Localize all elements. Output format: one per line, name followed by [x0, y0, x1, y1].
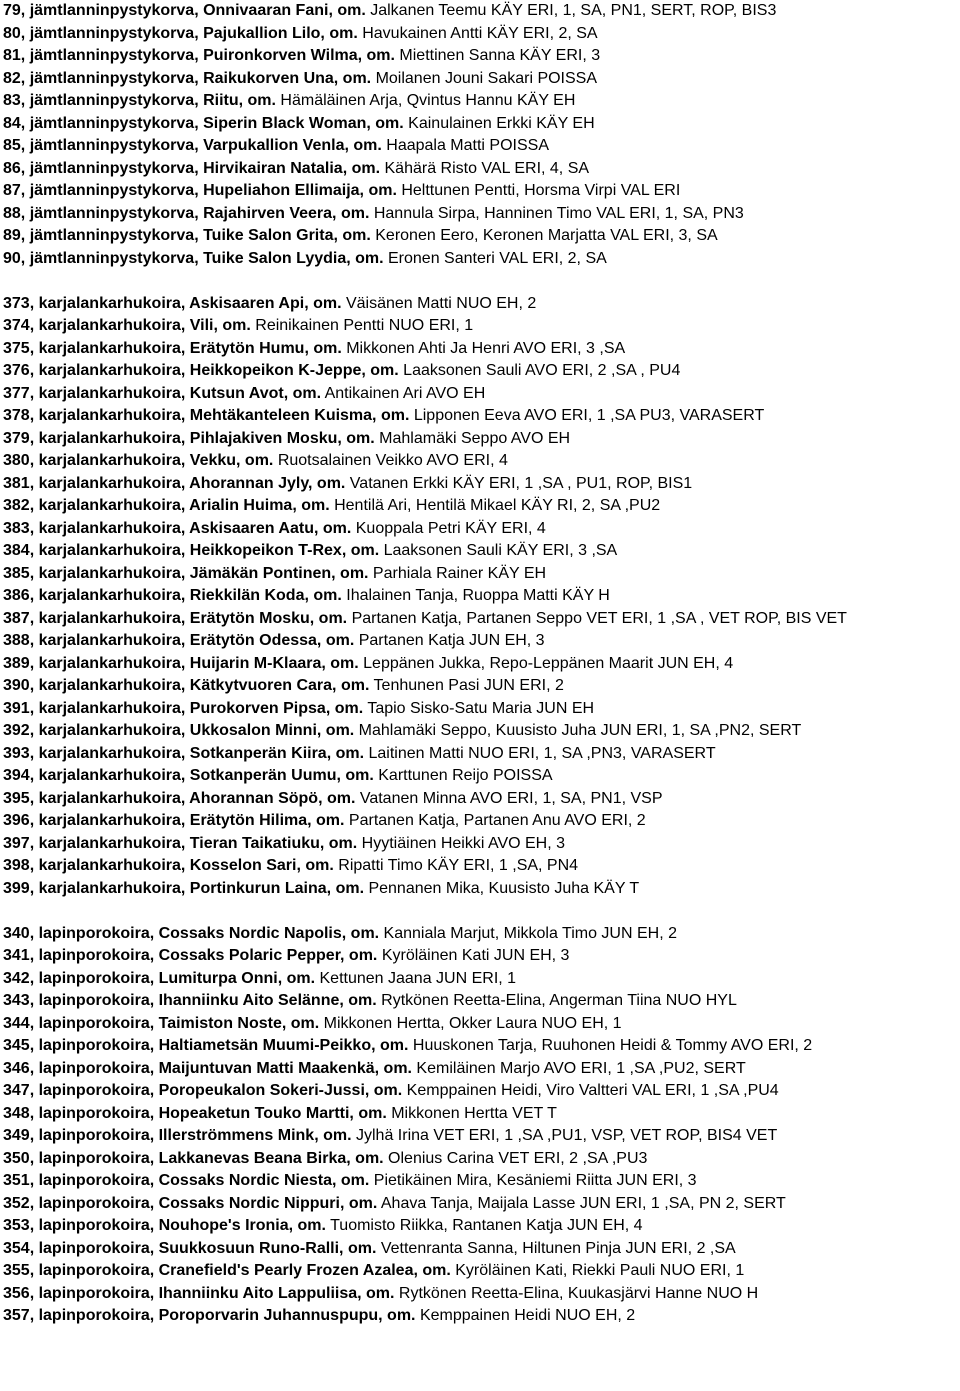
dog-entry-label: 87, jämtlanninpystykorva, Hupeliahon Ellimaija, om. [3, 182, 397, 199]
dog-entry-label: 347, lapinporokoira, Poropeukalon Sokeri-Jussi, om. [3, 1082, 403, 1099]
result-entry [3, 315, 960, 338]
owner-and-result: Leppänen Jukka, Repo-Leppänen Maarit JUN EH, 4 [358, 654, 734, 672]
owner-and-result: Helttunen Pentti, Horsma Virpi VAL ERI [396, 182, 681, 199]
dog-entry-label: 88, jämtlanninpystykorva, Rajahirven Veera, om. [3, 204, 370, 222]
dog-entry-label: 383, karjalankarhukoira, Askisaaren Aatu, om. [3, 519, 352, 537]
owner-and-result: Tenhunen Pasi JUN ERI, 2 [369, 677, 564, 694]
owner-and-result: Vatanen Minna AVO ERI, 1, SA, PN1, VSP [355, 789, 663, 807]
dog-entry-label: 380, karjalankarhukoira, Vekku, om. [3, 452, 274, 469]
owner-and-result: Eronen Santeri VAL ERI, 2, SA [383, 249, 607, 267]
result-entry [3, 743, 960, 766]
results-section [3, 923, 960, 1328]
dog-entry-label: 356, lapinporokoira, Ihanniinku Aito Lappuliisa, om. [3, 1284, 395, 1302]
dog-entry-label: 394, karjalankarhukoira, Sotkanperän Uumu, om. [3, 767, 374, 784]
result-entry [3, 135, 960, 158]
dog-entry-label: 378, karjalankarhukoira, Mehtäkanteleen Kuisma, om. [3, 407, 410, 424]
owner-and-result: Moilanen Jouni Sakari POISSA [371, 69, 598, 87]
dog-entry-label: 382, karjalankarhukoira, Arialin Huima, om. [3, 497, 330, 514]
result-entry [3, 855, 960, 878]
owner-and-result: Partanen Katja, Partanen Seppo VET ERI, 1 ,SA , VET ROP, BIS VET [347, 609, 847, 627]
dog-entry-label: 355, lapinporokoira, Cranefield's Pearly Frozen Azalea, om. [3, 1262, 451, 1279]
result-entry [3, 630, 960, 653]
dog-entry-label: 81, jämtlanninpystykorva, Puironkorven Wilma, om. [3, 47, 395, 64]
dog-entry-label: 90, jämtlanninpystykorva, Tuike Salon Lyydia, om. [3, 249, 384, 267]
owner-and-result: Kähärä Risto VAL ERI, 4, SA [380, 159, 590, 177]
result-entry [3, 1080, 960, 1103]
result-entry [3, 1103, 960, 1126]
dog-entry-label: 398, karjalankarhukoira, Kosselon Sari, om. [3, 857, 334, 874]
result-entry [3, 45, 960, 68]
result-entry [3, 923, 960, 946]
owner-and-result: Mikkonen Hertta VET T [386, 1104, 557, 1122]
dog-entry-label: 80, jämtlanninpystykorva, Pajukallion Lilo, om. [3, 24, 358, 42]
owner-and-result: Mikkonen Hertta, Okker Laura NUO EH, 1 [319, 1014, 622, 1032]
owner-and-result: Olenius Carina VET ERI, 2 ,SA ,PU3 [383, 1149, 648, 1167]
result-entry [3, 225, 960, 248]
owner-and-result: Pietikäinen Mira, Kesäniemi Riitta JUN ERI, 3 [369, 1172, 697, 1189]
result-entry [3, 428, 960, 451]
result-entry [3, 180, 960, 203]
result-entry [3, 518, 960, 541]
result-entry [3, 608, 960, 631]
result-entry [3, 540, 960, 563]
dog-entry-label: 387, karjalankarhukoira, Erätytön Mosku, om. [3, 609, 348, 627]
result-entry [3, 1193, 960, 1216]
owner-and-result: Ruotsalainen Veikko AVO ERI, 4 [273, 452, 508, 469]
dog-entry-label: 346, lapinporokoira, Maijuntuvan Matti Maakenkä, om. [3, 1059, 412, 1077]
owner-and-result: Ripatti Timo KÄY ERI, 1 ,SA, PN4 [333, 857, 579, 874]
dog-entry-label: 341, lapinporokoira, Cossaks Polaric Pepper, om. [3, 947, 378, 964]
owner-and-result: Laaksonen Sauli AVO ERI, 2 ,SA , PU4 [398, 362, 681, 379]
owner-and-result: Miettinen Sanna KÄY ERI, 3 [394, 47, 601, 64]
result-entry [3, 1058, 960, 1081]
dog-entry-label: 388, karjalankarhukoira, Erätytön Odessa, om. [3, 632, 355, 649]
result-entry [3, 698, 960, 721]
result-entry [3, 248, 960, 271]
result-entry [3, 990, 960, 1013]
result-entry [3, 1170, 960, 1193]
result-entry [3, 1035, 960, 1058]
owner-and-result: Pennanen Mika, Kuusisto Juha KÄY T [364, 879, 640, 897]
dog-entry-label: 343, lapinporokoira, Ihanniinku Aito Selänne, om. [3, 992, 377, 1009]
result-entry [3, 720, 960, 743]
dog-entry-label: 396, karjalankarhukoira, Erätytön Hilima, om. [3, 812, 345, 829]
dog-entry-label: 342, lapinporokoira, Lumiturpa Onni, om. [3, 969, 316, 987]
result-entry [3, 1238, 960, 1261]
result-entry [3, 653, 960, 676]
result-entry [3, 23, 960, 46]
dog-entry-label: 390, karjalankarhukoira, Kätkytvuoren Cara, om. [3, 677, 370, 694]
result-entry [3, 360, 960, 383]
result-entry [3, 203, 960, 226]
result-entry [3, 1125, 960, 1148]
result-entry [3, 90, 960, 113]
owner-and-result: Partanen Katja JUN EH, 3 [354, 632, 545, 649]
dog-entry-label: 79, jämtlanninpystykorva, Onnivaaran Fani, om. [3, 2, 366, 19]
result-entry [3, 675, 960, 698]
owner-and-result: Jalkanen Teemu KÄY ERI, 1, SA, PN1, SERT, ROP, BIS3 [365, 2, 777, 19]
dog-entry-label: 386, karjalankarhukoira, Riekkilän Koda, om. [3, 587, 342, 604]
owner-and-result: Rytkönen Reetta-Elina, Kuukasjärvi Hanne NUO H [394, 1284, 759, 1302]
result-entry [3, 1148, 960, 1171]
dog-entry-label: 389, karjalankarhukoira, Huijarin M-Klaara, om. [3, 654, 359, 672]
owner-and-result: Reinikainen Pentti NUO ERI, 1 [250, 317, 474, 334]
owner-and-result: Vettenranta Sanna, Hiltunen Pinja JUN ERI, 2 ,SA [376, 1239, 736, 1257]
dog-entry-label: 351, lapinporokoira, Cossaks Nordic Niesta, om. [3, 1172, 370, 1189]
dog-entry-label: 376, karjalankarhukoira, Heikkopeikon K-Jeppe, om. [3, 362, 399, 379]
result-entry [3, 0, 960, 23]
result-entry [3, 293, 960, 316]
result-entry [3, 585, 960, 608]
owner-and-result: Kemiläinen Marjo AVO ERI, 1 ,SA ,PU2, SERT [411, 1059, 746, 1077]
owner-and-result: Hämäläinen Arja, Qvintus Hannu KÄY EH [275, 92, 576, 109]
owner-and-result: Mikkonen Ahti Ja Henri AVO ERI, 3 ,SA [341, 339, 626, 357]
result-entry [3, 158, 960, 181]
dog-entry-label: 83, jämtlanninpystykorva, Riitu, om. [3, 92, 276, 109]
dog-entry-label: 345, lapinporokoira, Haltiametsän Muumi-Peikko, om. [3, 1037, 409, 1054]
result-entry [3, 833, 960, 856]
owner-and-result: Kettunen Jaana JUN ERI, 1 [315, 969, 517, 987]
result-entry [3, 405, 960, 428]
result-entry [3, 1305, 960, 1328]
result-entry [3, 788, 960, 811]
dog-entry-label: 85, jämtlanninpystykorva, Varpukallion Venla, om. [3, 137, 382, 154]
owner-and-result: Antikainen Ari AVO EH [321, 384, 486, 402]
owner-and-result: Jylhä Irina VET ERI, 1 ,SA ,PU1, VSP, VET ROP, BIS4 VET [351, 1127, 778, 1144]
dog-entry-label: 82, jämtlanninpystykorva, Raikukorven Una, om. [3, 69, 372, 87]
dog-entry-label: 392, karjalankarhukoira, Ukkosalon Minni, om. [3, 722, 355, 739]
result-entry [3, 1013, 960, 1036]
dog-entry-label: 399, karjalankarhukoira, Portinkurun Laina, om. [3, 879, 365, 897]
owner-and-result: Tuomisto Riikka, Rantanen Katja JUN EH, 4 [325, 1217, 643, 1234]
owner-and-result: Laitinen Matti NUO ERI, 1, SA ,PN3, VARASERT [364, 744, 716, 762]
owner-and-result: Ihalainen Tanja, Ruoppa Matti KÄY H [341, 587, 610, 604]
owner-and-result: Huuskonen Tarja, Ruuhonen Heidi & Tommy AVO ERI, 2 [408, 1037, 813, 1054]
owner-and-result: Keronen Eero, Keronen Marjatta VAL ERI, 3, SA [370, 227, 718, 244]
result-entry [3, 945, 960, 968]
dog-entry-label: 395, karjalankarhukoira, Ahorannan Söpö, om. [3, 789, 356, 807]
dog-entry-label: 344, lapinporokoira, Taimiston Noste, om. [3, 1014, 320, 1032]
result-entry [3, 563, 960, 586]
owner-and-result: Kyröläinen Kati, Riekki Pauli NUO ERI, 1 [450, 1262, 745, 1279]
results-section [3, 0, 960, 270]
owner-and-result: Hannula Sirpa, Hanninen Timo VAL ERI, 1, SA, PN3 [369, 204, 744, 222]
owner-and-result: Ahava Tanja, Maijala Lasse JUN ERI, 1 ,SA, PN 2, SERT [377, 1194, 786, 1212]
dog-entry-label: 393, karjalankarhukoira, Sotkanperän Kiira, om. [3, 744, 365, 762]
owner-and-result: Haapala Matti POISSA [381, 137, 549, 154]
owner-and-result: Rytkönen Reetta-Elina, Angerman Tiina NUO HYL [376, 992, 737, 1009]
dog-entry-label: 385, karjalankarhukoira, Jämäkän Pontinen, om. [3, 564, 369, 582]
owner-and-result: Kyröläinen Kati JUN EH, 3 [377, 947, 570, 964]
dog-entry-label: 379, karjalankarhukoira, Pihlajakiven Mosku, om. [3, 429, 375, 447]
dog-entry-label: 373, karjalankarhukoira, Askisaaren Api, om. [3, 294, 342, 312]
owner-and-result: Kainulainen Erkki KÄY EH [403, 114, 595, 132]
owner-and-result: Hentilä Ari, Hentilä Mikael KÄY RI, 2, SA ,PU2 [329, 497, 661, 514]
owner-and-result: Tapio Sisko-Satu Maria JUN EH [363, 699, 595, 717]
result-entry [3, 878, 960, 901]
owner-and-result: Karttunen Reijo POISSA [373, 767, 553, 784]
result-entry [3, 473, 960, 496]
dog-entry-label: 381, karjalankarhukoira, Ahorannan Jyly, om. [3, 474, 346, 492]
dog-entry-label: 350, lapinporokoira, Lakkanevas Beana Birka, om. [3, 1149, 384, 1167]
result-entry [3, 1260, 960, 1283]
owner-and-result: Lipponen Eeva AVO ERI, 1 ,SA PU3, VARASERT [409, 407, 765, 424]
result-entry [3, 1283, 960, 1306]
result-entry [3, 495, 960, 518]
owner-and-result: Vatanen Erkki KÄY ERI, 1 ,SA , PU1, ROP, BIS1 [345, 474, 693, 492]
results-section [3, 293, 960, 901]
result-entry [3, 338, 960, 361]
dog-entry-label: 391, karjalankarhukoira, Purokorven Pipsa, om. [3, 699, 364, 717]
dog-entry-label: 354, lapinporokoira, Suukkosuun Runo-Ralli, om. [3, 1239, 377, 1257]
dog-entry-label: 353, lapinporokoira, Nouhope's Ironia, om. [3, 1217, 326, 1234]
owner-and-result: Kemppainen Heidi, Viro Valtteri VAL ERI, 1 ,SA ,PU4 [402, 1082, 779, 1099]
dog-entry-label: 377, karjalankarhukoira, Kutsun Avot, om. [3, 384, 322, 402]
dog-entry-label: 357, lapinporokoira, Poroporvarin Juhannuspupu, om. [3, 1307, 416, 1324]
dog-entry-label: 84, jämtlanninpystykorva, Siperin Black Woman, om. [3, 114, 404, 132]
result-entry [3, 113, 960, 136]
dog-entry-label: 352, lapinporokoira, Cossaks Nordic Nippuri, om. [3, 1194, 378, 1212]
dog-entry-label: 397, karjalankarhukoira, Tieran Taikatiuku, om. [3, 834, 358, 852]
dog-entry-label: 349, lapinporokoira, Illerströmmens Mink, om. [3, 1127, 352, 1144]
result-entry [3, 968, 960, 991]
dog-entry-label: 340, lapinporokoira, Cossaks Nordic Napolis, om. [3, 924, 380, 942]
owner-and-result: Mahlamäki Seppo, Kuusisto Juha JUN ERI, 1, SA ,PN2, SERT [354, 722, 802, 739]
owner-and-result: Partanen Katja, Partanen Anu AVO ERI, 2 [344, 812, 646, 829]
owner-and-result: Laaksonen Sauli KÄY ERI, 3 ,SA [379, 542, 618, 559]
result-entry [3, 450, 960, 473]
dog-entry-label: 374, karjalankarhukoira, Vili, om. [3, 317, 251, 334]
owner-and-result: Kemppainen Heidi NUO EH, 2 [415, 1307, 636, 1324]
result-entry [3, 68, 960, 91]
owner-and-result: Kanniala Marjut, Mikkola Timo JUN EH, 2 [379, 924, 677, 942]
dog-entry-label: 375, karjalankarhukoira, Erätytön Humu, om. [3, 339, 342, 357]
result-entry [3, 383, 960, 406]
owner-and-result: Havukainen Antti KÄY ERI, 2, SA [357, 24, 598, 42]
dog-entry-label: 348, lapinporokoira, Hopeaketun Touko Martti, om. [3, 1104, 387, 1122]
dog-entry-label: 86, jämtlanninpystykorva, Hirvikairan Natalia, om. [3, 159, 381, 177]
owner-and-result: Mahlamäki Seppo AVO EH [374, 429, 571, 447]
owner-and-result: Parhiala Rainer KÄY EH [368, 564, 547, 582]
result-entry [3, 810, 960, 833]
result-entry [3, 765, 960, 788]
owner-and-result: Väisänen Matti NUO EH, 2 [341, 294, 537, 312]
result-entry [3, 1215, 960, 1238]
dog-entry-label: 384, karjalankarhukoira, Heikkopeikon T-Rex, om. [3, 542, 380, 559]
owner-and-result: Kuoppala Petri KÄY ERI, 4 [351, 519, 546, 537]
owner-and-result: Hyytiäinen Heikki AVO EH, 3 [357, 834, 566, 852]
dog-entry-label: 89, jämtlanninpystykorva, Tuike Salon Grita, om. [3, 227, 371, 244]
